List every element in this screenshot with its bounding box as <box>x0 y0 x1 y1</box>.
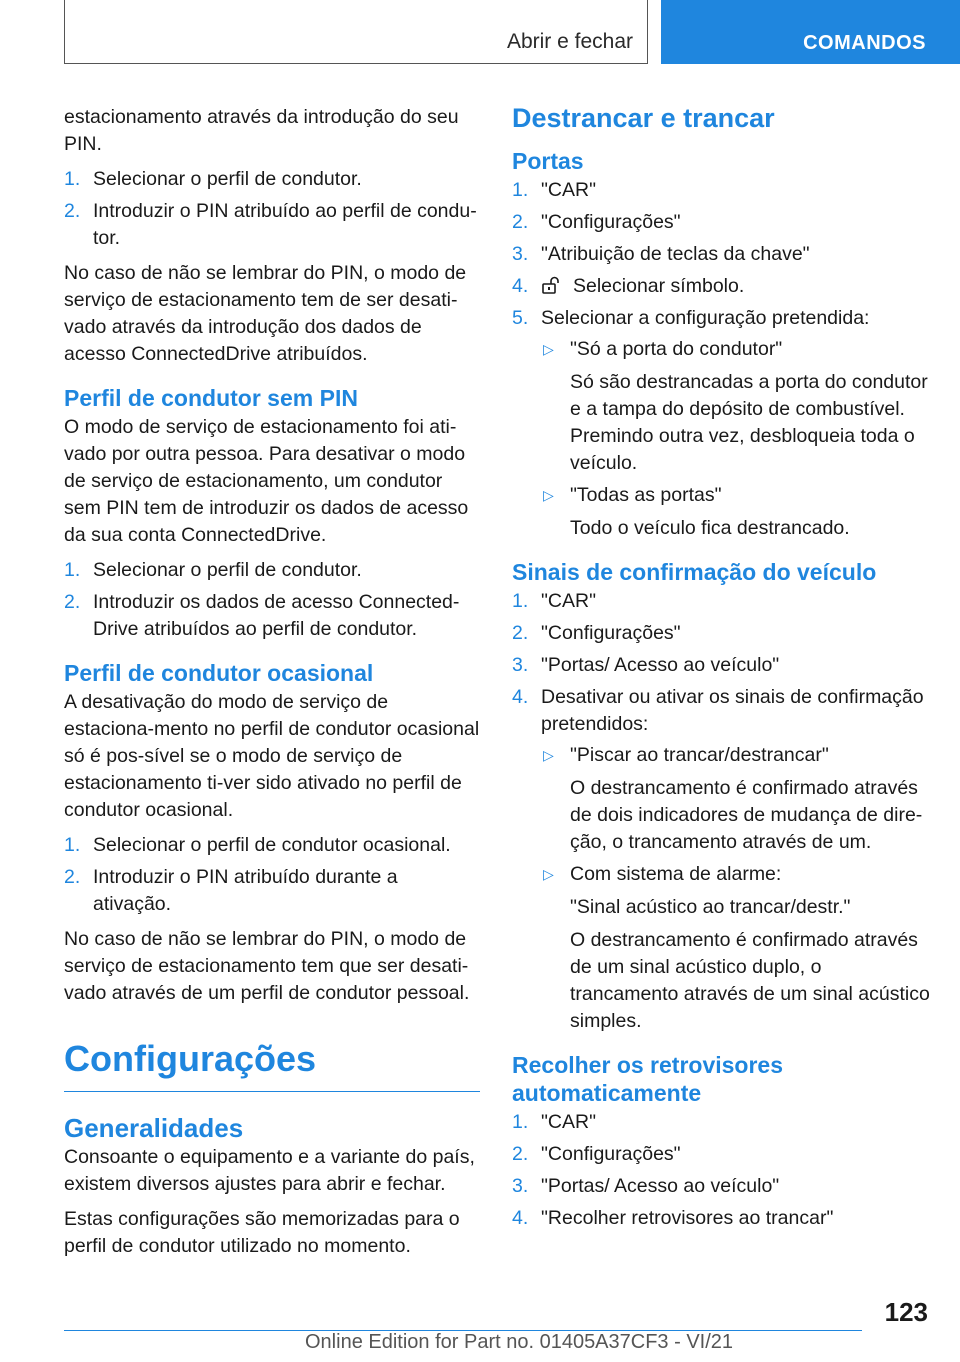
step-list-sem-pin <box>64 557 480 643</box>
heading-configuracoes: Configurações <box>64 1037 480 1092</box>
option-list <box>541 336 932 542</box>
heading-portas: Portas <box>512 148 584 174</box>
list-item: 5. Selecionar a configuração pretendida: ▷ "Só a porta do condutor" Só são destrancadas a porta do condutor e a tampa do depósito de combustível. Premindo outra vez, desbloqueia toda o veículo. ▷ "Todas as portas" Todo o veículo fica destrancado. <box>512 305 932 542</box>
list-item: 1. Selecionar o perfil de condutor. <box>64 168 362 190</box>
header-section-box <box>64 0 648 64</box>
paragraph: A desativação do modo de serviço de estaciona-mento no perfil de condutor ocasional só é pos-sível se o modo de serviço de estacionamento ti-ver sido ativado no perfil de condutor ocasional. <box>64 691 480 821</box>
list-item: 1. Selecionar o perfil de condutor. <box>64 559 362 581</box>
list-item: 2. Introduzir os dados de acesso Connected-Drive atribuídos ao perfil de condutor. <box>64 591 460 640</box>
list-item: 2. "Configurações" <box>512 211 681 233</box>
list-item: 1. Selecionar o perfil de condutor ocasional. <box>64 834 451 856</box>
list-item: 1. "CAR" <box>512 179 597 201</box>
paragraph: Estas configurações são memorizadas para o perfil de condutor utilizado no momento. <box>64 1208 460 1257</box>
page-number: 123 <box>884 1297 928 1327</box>
option-list <box>541 742 932 1035</box>
step-list-retrovisores <box>512 1109 932 1232</box>
right-column <box>512 101 932 1240</box>
heading-ocasional: Perfil de condutor ocasional <box>64 660 374 686</box>
list-item: 2. "Configurações" <box>512 1143 681 1165</box>
list-item: 3. "Portas/ Acesso ao veículo" <box>512 654 780 676</box>
intro-paragraph: estacionamento através da introdução do seu PIN. <box>64 106 459 155</box>
heading-sinais: Sinais de confirmação do veículo <box>512 559 877 585</box>
triangle-bullet-icon: ▷ <box>543 341 554 357</box>
header-chapter-label: COMANDOS <box>803 32 926 54</box>
triangle-bullet-icon: ▷ <box>543 487 554 503</box>
list-item: 3. "Portas/ Acesso ao veículo" <box>512 1175 780 1197</box>
heading-retrovisores: Recolher os retrovisores automaticamente <box>512 1052 784 1106</box>
edition-footer: Online Edition for Part no. 01405A37CF3 - VI/21 <box>305 1331 734 1353</box>
lock-open-icon <box>541 276 561 294</box>
heading-sem-pin: Perfil de condutor sem PIN <box>64 385 358 411</box>
heading-generalidades: Generalidades <box>64 1113 244 1143</box>
list-item: 3. "Atribuição de teclas da chave" <box>512 243 810 265</box>
list-item: 2. "Configurações" <box>512 622 681 644</box>
list-item: 4. Selecionar símbolo. <box>512 275 745 297</box>
step-list-portas <box>512 177 932 542</box>
triangle-bullet-icon: ▷ <box>543 866 554 882</box>
list-item: 4. "Recolher retrovisores ao trancar" <box>512 1207 834 1229</box>
paragraph: O modo de serviço de estacionamento foi ati-vado por outra pessoa. Para desativar o modo de serviço de estacionamento, um condutor sem PIN tem de introduzir os dados de acesso da sua conta ConnectedDrive. <box>64 416 469 546</box>
heading-destrancar: Destrancar e trancar <box>512 103 775 133</box>
left-column <box>64 104 480 1268</box>
paragraph: No caso de não se lembrar do PIN, o modo de serviço de estacionamento tem que ser desati-vado através de um perfil de condutor pessoal. <box>64 928 470 1004</box>
list-item: ▷ "Só a porta do condutor" Só são destrancadas a porta do condutor e a tampa do depósito de combustível. Premindo outra vez, desbloqueia toda o veículo. <box>543 338 928 474</box>
step-list-sinais <box>512 588 932 1035</box>
triangle-bullet-icon: ▷ <box>543 747 554 763</box>
list-item: ▷ Com sistema de alarme: "Sinal acústico ao trancar/destr." O destrancamento é confirmado através de um sinal acústico duplo, o trancamento através de um sinal acústico simples. <box>543 863 930 1032</box>
list-item: 1. "CAR" <box>512 1111 597 1133</box>
list-item: 4. Desativar ou ativar os sinais de confirmação pretendidos: ▷ "Piscar ao trancar/destrancar" O destrancamento é confirmado através de dois indicadores de mudança de dire-ção, o trancamento através de um. ▷ Com sistema de alarme: "Sinal acústico ao trancar/destr." O destrancamento é confirmado através de um sinal acústico duplo, o trancamento através de um sinal acústico simples. <box>512 684 932 1035</box>
step-list-ocasional <box>64 832 480 918</box>
header-chapter-tab <box>661 0 960 64</box>
header-section-title: Abrir e fechar <box>506 30 633 53</box>
list-item: 2. Introduzir o PIN atribuído durante a ativação. <box>64 866 398 915</box>
list-item: 2. Introduzir o PIN atribuído ao perfil de condu-tor. <box>64 200 477 249</box>
paragraph: Consoante o equipamento e a variante do país, existem diversos ajustes para abrir e fechar. <box>64 1146 475 1195</box>
list-item: ▷ "Piscar ao trancar/destrancar" O destrancamento é confirmado através de dois indicadores de mudança de dire-ção, o trancamento através de um. <box>543 744 923 853</box>
list-item: ▷ "Todas as portas" Todo o veículo fica destrancado. <box>543 484 850 539</box>
paragraph: No caso de não se lembrar do PIN, o modo de serviço de estacionamento tem de ser desati-vado através da introdução dos dados de acesso ConnectedDrive atribuídos. <box>64 262 467 365</box>
step-list-pin <box>64 166 480 252</box>
list-item: 1. "CAR" <box>512 590 597 612</box>
